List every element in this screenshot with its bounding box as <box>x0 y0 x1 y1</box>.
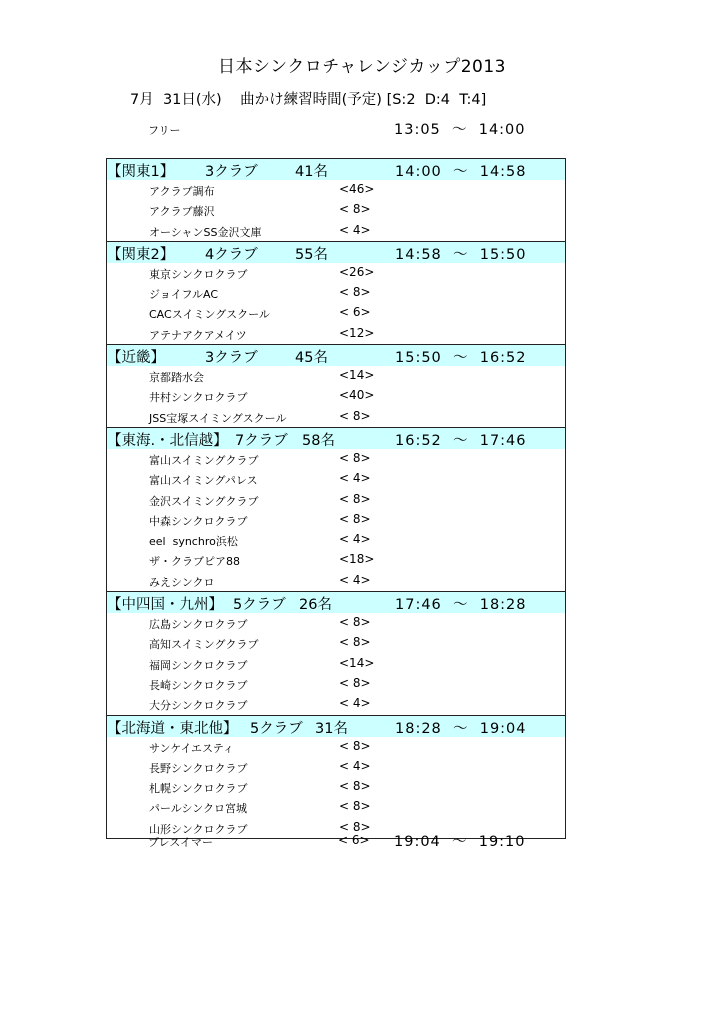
group-region: 【北海道・東北他】 <box>107 720 238 737</box>
club-name: CACスイミングスクール <box>149 308 270 322</box>
club-swimmer-count: < 8> <box>339 511 371 526</box>
club-swimmer-count: < 8> <box>339 779 371 794</box>
club-swimmer-count: < 8> <box>339 738 371 753</box>
pre-swimmer-row <box>106 830 566 852</box>
club-row <box>107 757 565 777</box>
group-header <box>107 427 565 449</box>
group-club-count: 3クラブ <box>205 164 258 180</box>
group-club-count: 3クラブ <box>205 350 258 367</box>
club-row <box>107 777 565 797</box>
club-row <box>107 324 565 344</box>
club-row <box>107 221 565 241</box>
pre-swimmer-time: 19:04 ～ 19:10 <box>394 834 526 850</box>
group-people-count: 58名 <box>302 432 335 449</box>
group-region: 【中四国・九州】 <box>107 597 223 614</box>
club-row <box>107 386 565 406</box>
club-row <box>107 694 565 714</box>
club-name: 長崎シンクロクラブ <box>149 678 248 692</box>
free-label: フリー <box>148 124 181 137</box>
group-header <box>107 241 565 263</box>
free-time: 13:05 ～ 14:00 <box>394 122 526 138</box>
club-swimmer-count: < 8> <box>339 202 371 217</box>
club-row <box>107 180 565 200</box>
club-row <box>107 571 565 591</box>
group-region: 【関東2】 <box>107 246 175 263</box>
club-row <box>107 530 565 550</box>
club-name: オーシャンSS金沢文庫 <box>149 225 262 239</box>
club-swimmer-count: < 8> <box>339 285 371 300</box>
club-name: ザ・クラブピア88 <box>149 555 240 569</box>
club-swimmer-count: < 8> <box>339 635 371 650</box>
group-header <box>107 344 565 366</box>
club-swimmer-count: <46> <box>339 182 375 196</box>
club-name: アクラブ藤沢 <box>149 205 215 219</box>
club-swimmer-count: <18> <box>339 552 375 567</box>
club-swimmer-count: < 4> <box>339 696 371 711</box>
club-name: 山形シンクロクラブ <box>149 822 248 836</box>
club-name: 長野シンクロクラブ <box>149 761 248 775</box>
group-people-count: 41名 <box>295 164 328 180</box>
club-name: 金沢スイミングクラブ <box>149 494 259 508</box>
club-swimmer-count: < 4> <box>339 471 371 486</box>
group-time: 15:50 ～ 16:52 <box>395 350 527 367</box>
schedule-table <box>106 158 566 839</box>
club-row <box>107 633 565 653</box>
group-time: 14:58 ～ 15:50 <box>395 246 527 263</box>
club-name: 大分シンクロクラブ <box>149 699 248 713</box>
club-swimmer-count: < 4> <box>339 222 371 237</box>
club-swimmer-count: < 8> <box>339 450 371 465</box>
club-swimmer-count: < 8> <box>339 491 371 506</box>
club-swimmer-count: < 8> <box>339 408 371 423</box>
club-swimmer-count: < 8> <box>339 799 371 814</box>
club-name: 広島シンクロクラブ <box>149 618 248 632</box>
group-header <box>107 159 565 180</box>
club-swimmer-count: < 6> <box>339 305 371 320</box>
club-swimmer-count: < 4> <box>339 572 371 587</box>
group-region: 【関東1】 <box>107 164 175 180</box>
group-time: 18:28 ～ 19:04 <box>395 720 527 737</box>
club-name: 東京シンクロクラブ <box>149 267 248 281</box>
group-people-count: 55名 <box>295 246 328 263</box>
pre-swimmer-count: < 6> <box>338 833 370 847</box>
club-swimmer-count: <40> <box>339 388 375 403</box>
club-name: アテナアクアメイツ <box>149 328 247 342</box>
club-row <box>107 510 565 530</box>
free-practice-row <box>106 118 566 140</box>
group-club-count: 7クラブ <box>235 432 288 449</box>
club-name: 富山スイミングクラブ <box>149 453 259 467</box>
club-name: JSS宝塚スイミングスクール <box>149 411 287 425</box>
page-title: 日本シンクロチャレンジカップ2013 <box>218 57 506 77</box>
group-club-count: 4クラブ <box>205 246 258 263</box>
club-row <box>107 449 565 469</box>
group-time: 16:52 ～ 17:46 <box>395 432 527 449</box>
schedule-subtitle: 7月 31日(水) 曲かけ練習時間(予定) [S:2 D:4 T:4] <box>130 92 487 108</box>
club-swimmer-count: < 4> <box>339 532 371 547</box>
club-row <box>107 283 565 303</box>
group-people-count: 26名 <box>299 597 332 614</box>
club-row <box>107 263 565 283</box>
club-name: 福岡シンクロクラブ <box>149 658 248 672</box>
club-name: パールシンクロ宮城 <box>149 802 248 816</box>
club-row <box>107 407 565 427</box>
group-region: 【近畿】 <box>107 350 165 367</box>
club-swimmer-count: <26> <box>339 264 375 279</box>
club-name: 京都踏水会 <box>149 371 204 385</box>
group-people-count: 45名 <box>295 350 328 367</box>
club-row <box>107 469 565 489</box>
club-name: 中森シンクロクラブ <box>149 514 248 528</box>
group-header <box>107 591 565 613</box>
club-swimmer-count: <14> <box>339 655 375 670</box>
club-name: アクラブ調布 <box>149 185 215 198</box>
club-name: eel synchro浜松 <box>149 535 238 549</box>
group-region: 【東海.・北信越】 <box>107 432 228 449</box>
group-header <box>107 715 565 737</box>
group-club-count: 5クラブ <box>233 597 286 614</box>
club-row <box>107 303 565 323</box>
club-row <box>107 613 565 633</box>
club-name: ジョイフルAC <box>149 288 219 302</box>
club-row <box>107 654 565 674</box>
club-name: 高知スイミングクラブ <box>149 638 259 652</box>
club-name: 富山スイミングパレス <box>149 474 258 488</box>
club-row <box>107 200 565 220</box>
club-swimmer-count: <12> <box>339 325 375 340</box>
group-people-count: 31名 <box>315 720 348 737</box>
club-name: 井村シンクロクラブ <box>149 391 248 405</box>
club-row <box>107 797 565 817</box>
club-swimmer-count: < 8> <box>339 615 371 630</box>
club-swimmer-count: < 8> <box>339 675 371 690</box>
club-swimmer-count: < 8> <box>339 819 371 834</box>
club-swimmer-count: < 4> <box>339 758 371 773</box>
pre-swimmer-label: プレスイマー <box>148 836 214 849</box>
group-time: 17:46 ～ 18:28 <box>395 597 527 614</box>
club-swimmer-count: <14> <box>339 368 375 383</box>
club-row <box>107 674 565 694</box>
club-row <box>107 550 565 570</box>
club-row <box>107 366 565 386</box>
group-club-count: 5クラブ <box>250 720 303 737</box>
club-row <box>107 737 565 757</box>
club-name: サンケイエスティ <box>149 741 234 755</box>
group-time: 14:00 ～ 14:58 <box>395 164 527 180</box>
club-name: みえシンクロ <box>149 575 215 589</box>
club-row <box>107 490 565 510</box>
club-name: 札幌シンクロクラブ <box>149 782 248 796</box>
